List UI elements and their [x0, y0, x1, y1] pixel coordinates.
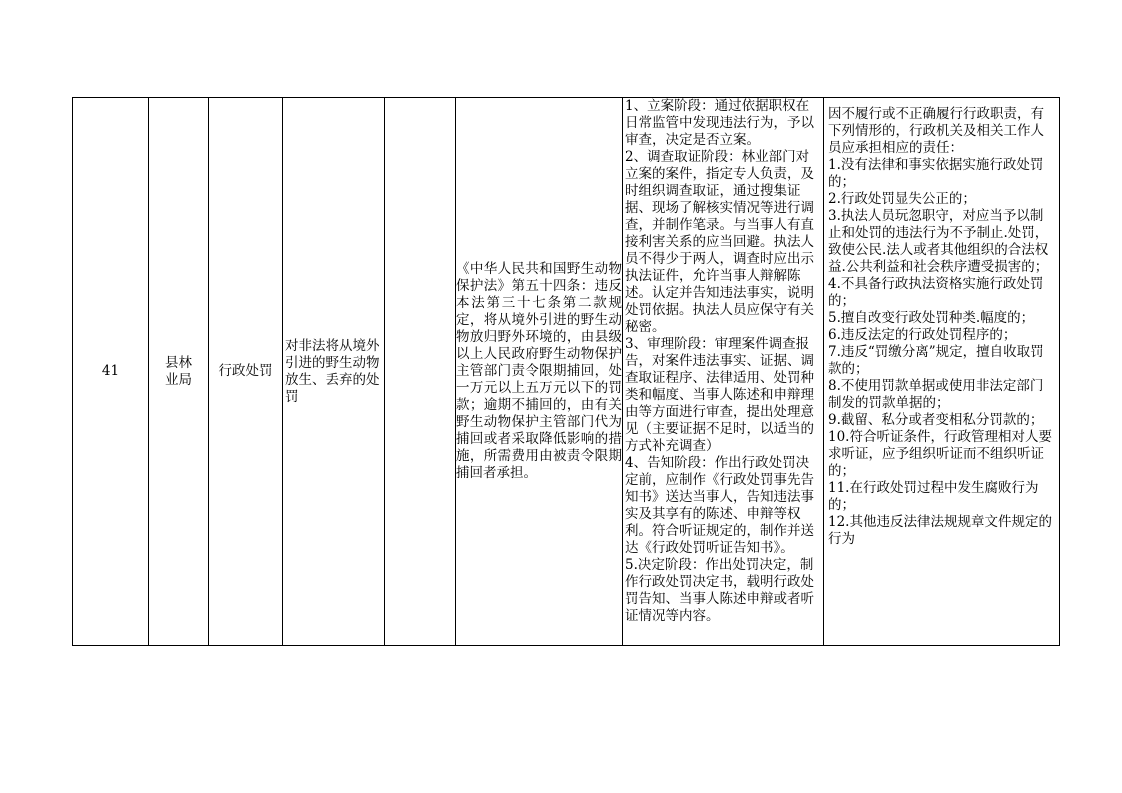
row-number: 41 — [73, 98, 149, 646]
department-cell — [149, 98, 209, 646]
responsibility-item: 8.不使用罚款单据或使用非法定部门制发的罚款单据的； — [828, 378, 1044, 411]
sub-item-cell — [385, 98, 456, 646]
responsibility-item: 1.没有法律和事实依据实施行政处罚的； — [828, 157, 1044, 190]
responsibility-item: 7.违反“罚缴分离”规定，擅自收取罚款的； — [828, 344, 1044, 377]
procedure-step: 3、审理阶段：审理案件调查报告，对案件违法事实、证据、调查取证程序、法律适用、处罚种类和幅度、当事人陈述和申辩理由等方面进行审查，提出处理意见（主要证据不足时，以适当的方式补充调查） — [625, 336, 814, 454]
responsibility-item: 因不履行或不正确履行行政职责，有下列情形的，行政机关及相关工作人员应承担相应的责任： — [828, 106, 1044, 156]
responsibility-item: 12.其他违反法律法规规章文件规定的行为 — [828, 514, 1052, 547]
responsibility-item: 11.在行政处罚过程中发生腐败行为的； — [828, 480, 1039, 513]
procedure-cell — [623, 98, 824, 646]
responsibility-item: 6.违反法定的行政处罚程序的； — [828, 327, 1017, 343]
category-cell: 行政处罚 — [209, 98, 283, 646]
responsibility-content — [828, 98, 1055, 645]
authority-table — [72, 97, 1060, 646]
procedure-step: 4、告知阶段：作出行政处罚决定前，应制作《行政处罚事先告知书》送达当事人，告知违法事实及其享有的陈述、申辩等权利。符合听证规定的，制作并送达《行政处罚听证告知书》。 — [625, 455, 814, 556]
responsibility-item: 10.符合听证条件，行政管理相对人要求听证，应予组织听证而不组织听证的； — [828, 429, 1052, 479]
responsibility-item: 4.不具备行政执法资格实施行政处罚的； — [828, 276, 1044, 309]
legal-basis-cell: 《中华人民共和国野生动物保护法》第五十四条：违反本法第三十七条第二款规定，将从境外引进的野生动物放归野外环境的，由县级以上人民政府野生动物保护主管部门责令限期捕回，处一万元以上五万元以下的罚款；逾期不捕回的，由有关野生动物保护主管部门代为捕回或者采取降低影响的措施，所需费用由被责令限期捕回者承担。 — [456, 98, 623, 646]
responsibility-item: 9.截留、私分或者变相私分罚款的； — [828, 412, 1044, 428]
responsibility-cell — [824, 98, 1060, 646]
procedure-step: 1、立案阶段：通过依据职权在日常监管中发现违法行为，予以审查，决定是否立案。 — [625, 98, 814, 148]
responsibility-item: 2.行政处罚显失公正的； — [828, 191, 976, 207]
item-name-cell: 对非法将从境外引进的野生动物放生、丢弃的处罚 — [283, 98, 385, 646]
procedure-step: 2、调查取证阶段：林业部门对立案的案件，指定专人负责，及时组织调查取证，通过搜集证据、现场了解核实情况等进行调查，并制作笔录。与当事人有直接利害关系的应当回避。执法人员不得少于两人，调查时应出示执法证件，允许当事人辩解陈述。认定并告知违法事实，说明处罚依据。执法人员应保守有关秘密。 — [625, 149, 814, 335]
department-text: 县林业局 — [165, 354, 192, 388]
procedure-content — [625, 98, 821, 645]
table-row — [73, 98, 1060, 646]
responsibility-item: 3.执法人员玩忽职守，对应当予以制止和处罚的违法行为不予制止.处罚，致使公民.法人或者其他组织的合法权益.公共利益和社会秩序遭受损害的； — [828, 208, 1049, 275]
responsibility-item: 5.擅自改变行政处罚种类.幅度的； — [828, 310, 1035, 326]
procedure-step: 5.决定阶段：作出处罚决定，制作行政处罚决定书，载明行政处罚告知、当事人陈述申辩或者听证情况等内容。 — [625, 557, 814, 624]
